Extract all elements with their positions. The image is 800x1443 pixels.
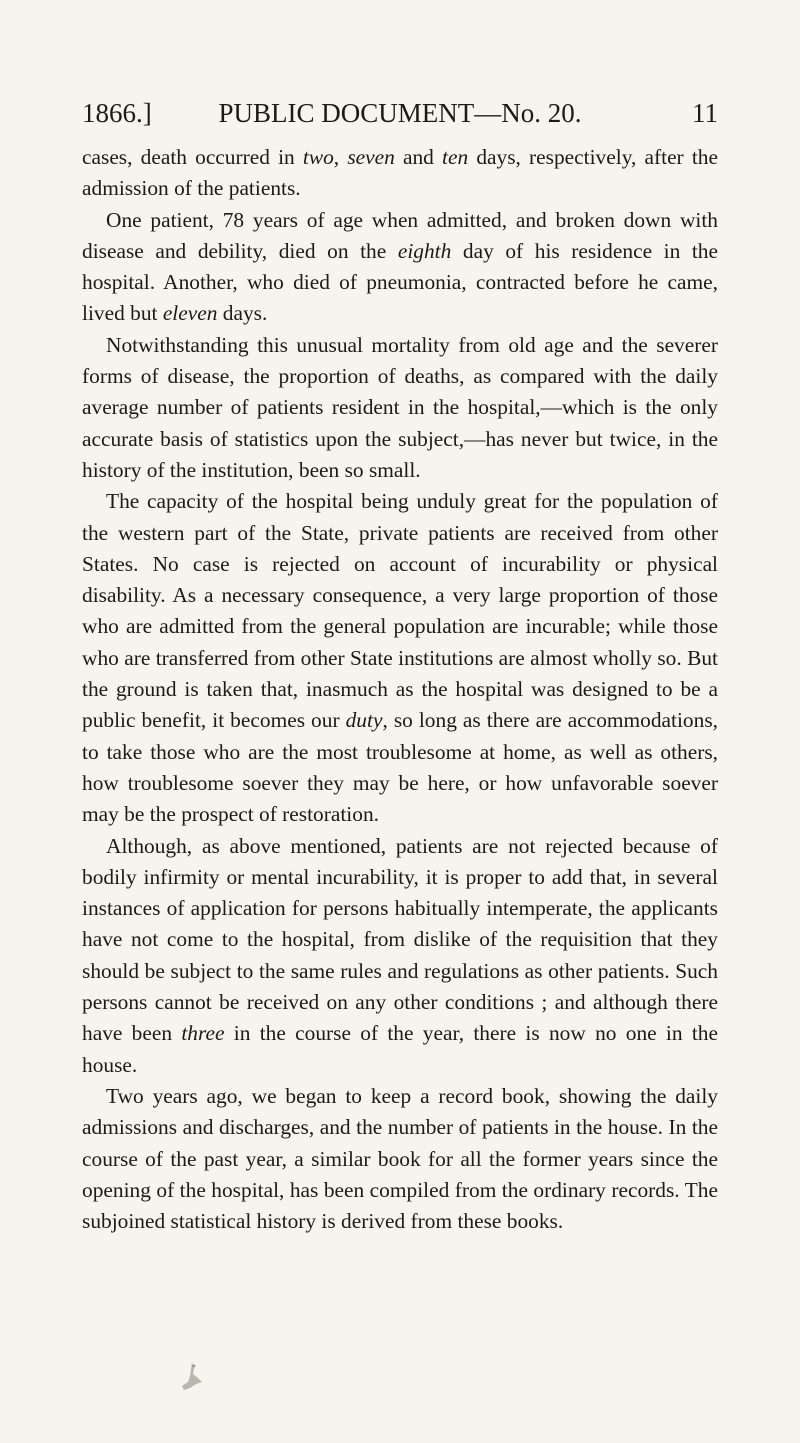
paragraph-1 — [82, 142, 718, 205]
italic-run: duty — [345, 708, 383, 733]
text-run: , — [333, 145, 348, 169]
paragraph-3: Notwithstanding this unusual mortality from old age and the severer forms of disease, the proportion of deaths, as compared with the daily average number of patients resident in the hospital,—which is the only accurate basis of statistics upon the subject,—has never but twice, in the history of the institution, been so small. — [82, 332, 718, 482]
text-run: days. — [217, 301, 268, 326]
italic-run: seven — [347, 145, 395, 169]
text-run: in the course of the year, there is now no one in the house. — [82, 1021, 718, 1077]
header-year: 1866.] — [82, 98, 152, 128]
body-text — [82, 142, 718, 1237]
text-run: One patient, 78 years of age when admitted, and broken down with disease and debility, died on the — [82, 207, 718, 263]
text-run: Although, as above mentioned, patients are not rejected because of bodily infirmity or mental incurability, it is proper to add that, in several instances of application for persons habitually intemperate, the applicants have not come to the hospital, from dislike of the requisition that they should be subject to the same rules and regulations as other patients. Such persons cannot be received on any other conditions ; and although there have been — [82, 833, 718, 1046]
italic-run: three — [181, 1021, 225, 1046]
text-run: days, respectively, after the admission of the patients. — [82, 145, 718, 201]
paragraph-4 — [82, 486, 718, 830]
header-title: PUBLIC DOCUMENT—No. 20. — [218, 98, 582, 128]
italic-run: ten — [442, 145, 469, 169]
text-run: cases, death occurred in — [82, 145, 303, 169]
paragraph-5 — [82, 831, 718, 1081]
italic-run: two — [302, 145, 334, 169]
ink-blemish-mark — [178, 1360, 208, 1396]
paragraph-6: Two years ago, we began to keep a record book, showing the daily admissions and discharges, and the number of patients in the house. In the course of the past year, a similar book for all the former years since the opening of the hospital, has been compiled from the ordinary records. The subjoined statistical history is derived from these books. — [82, 1083, 718, 1234]
paragraph-2 — [82, 205, 718, 330]
running-header — [82, 93, 718, 133]
page-number: 11 — [692, 98, 718, 128]
text-run: The capacity of the hospital being unduly great for the population of the western part of the State, private patients are received from other States. No case is rejected on account of incurability or physical disability. As a necessary consequence, a very large proportion of those who are admitted from the general population are incurable; while those who are transferred from other State institutions are almost wholly so. But the ground is taken that, inasmuch as the hospital was designed to be a public benefit, it becomes our — [82, 489, 718, 733]
text-run: day of his residence in the hospital. Another, who died of pneumonia, contracted before he came, lived but — [82, 238, 718, 326]
italic-run: eleven — [162, 301, 218, 326]
italic-run: eighth — [397, 238, 452, 263]
text-run: and — [394, 145, 443, 169]
text-run: , so long as there are accommodations, to take those who are the most troublesome at home, as well as others, how troublesome soever they may be here, or how unfavorable soever may be the prospect of restoration. — [82, 708, 718, 827]
